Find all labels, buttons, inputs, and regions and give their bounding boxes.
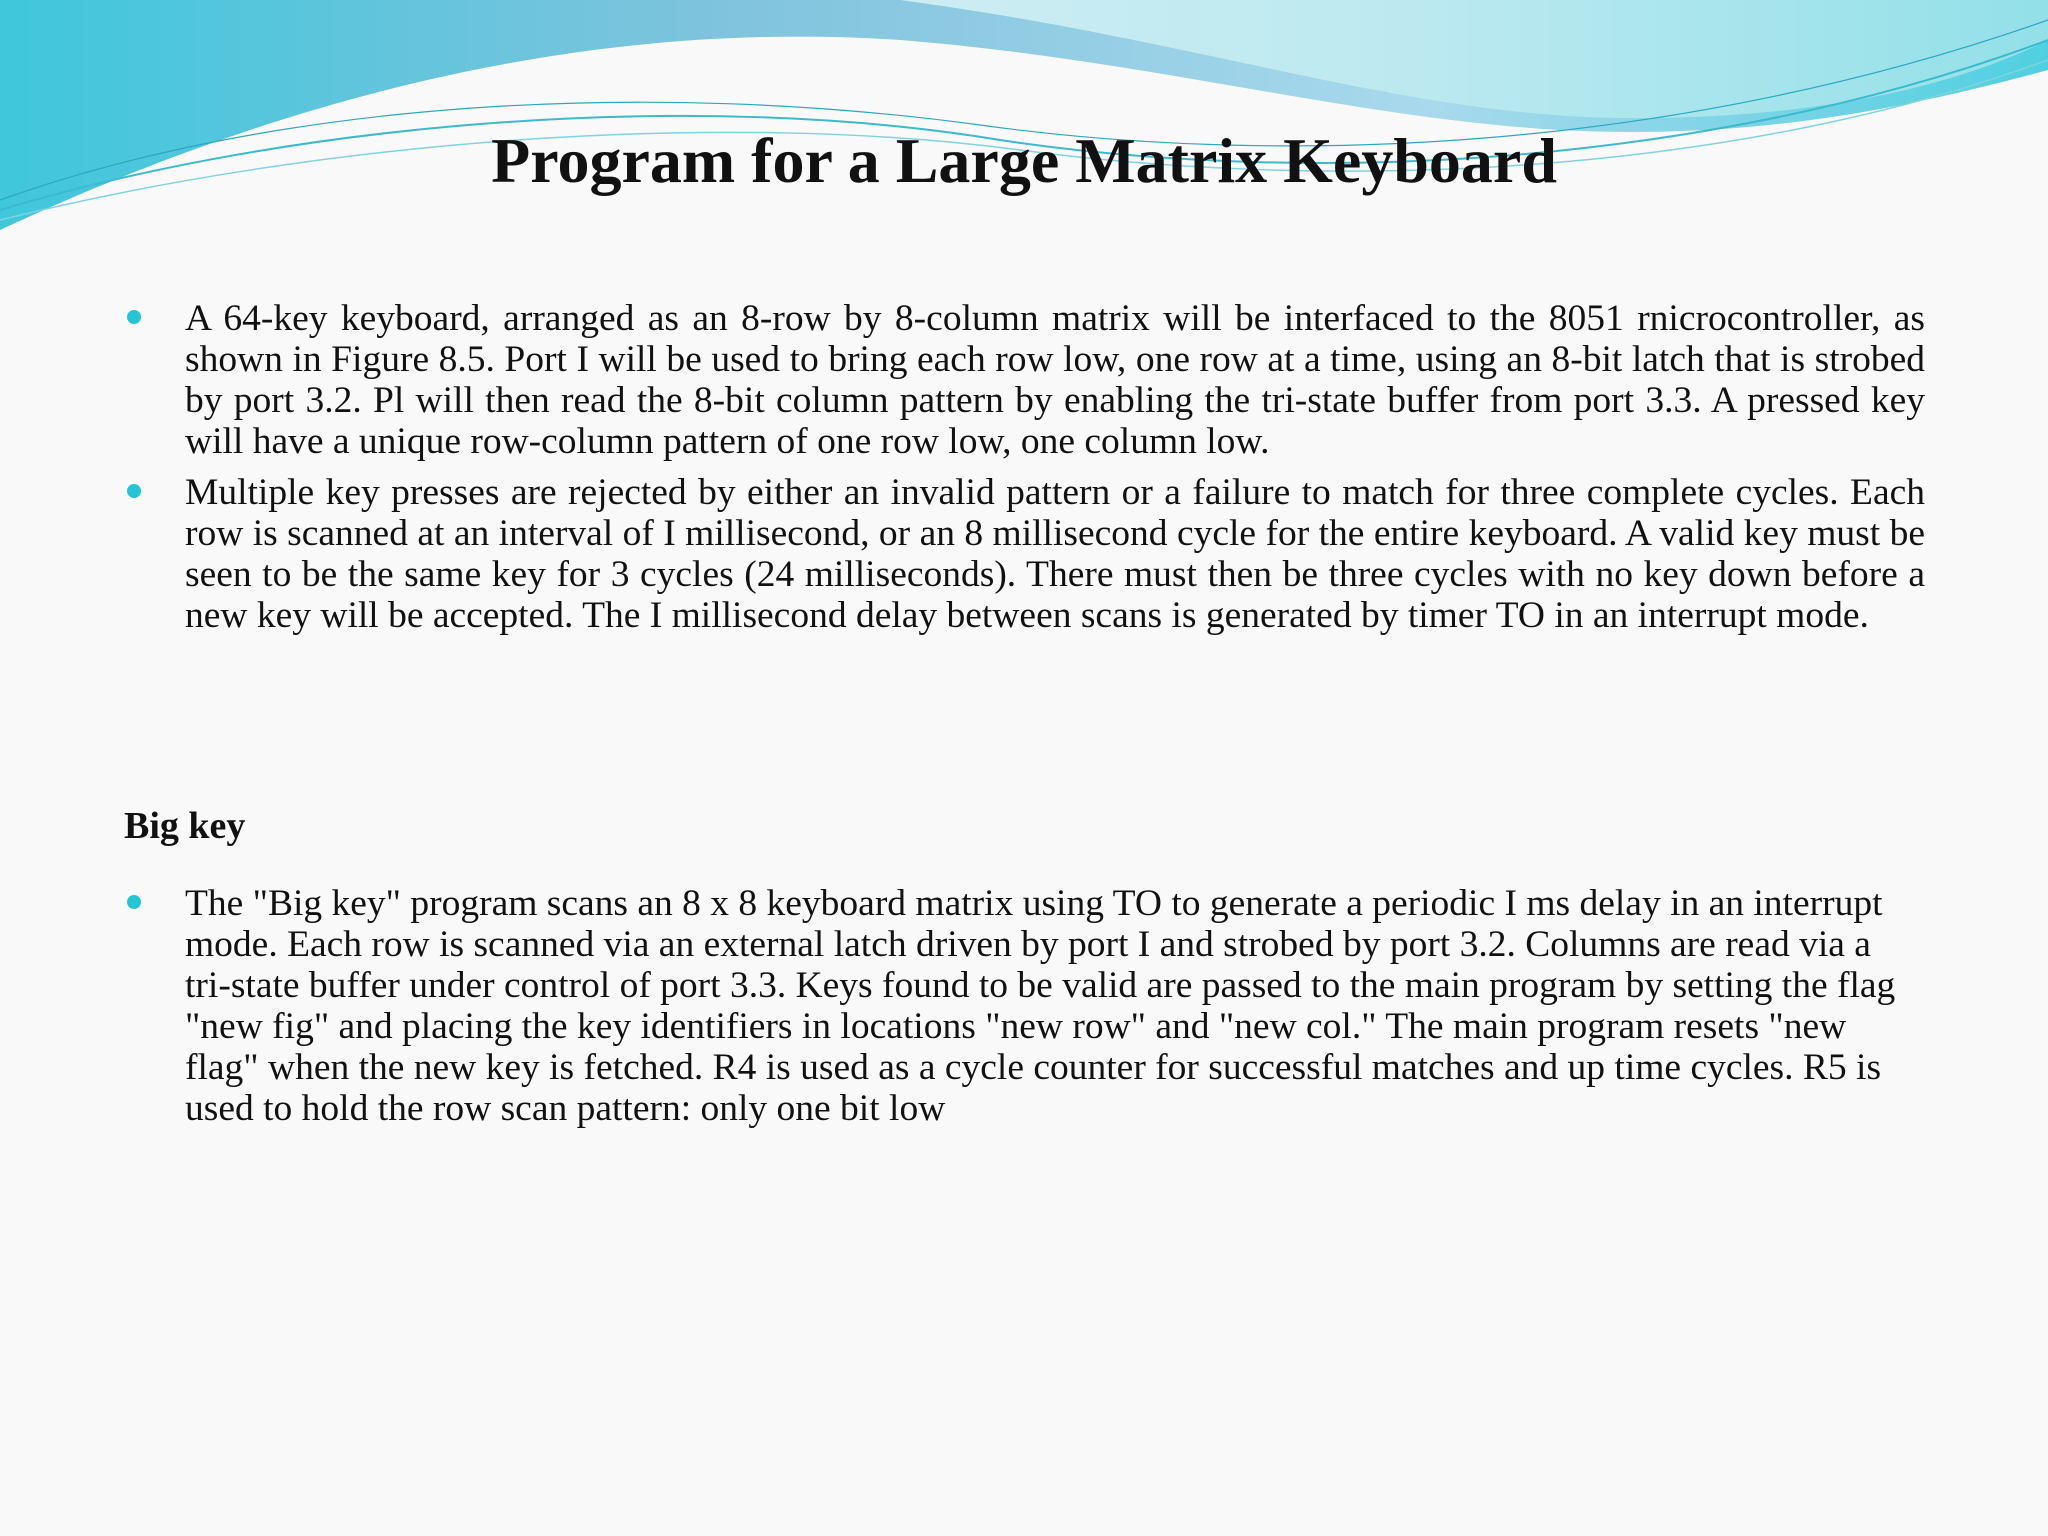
bullet-text: A 64-key keyboard, arranged as an 8-row by 8-column matrix will be interfaced to the 8051 rnicrocontroller, as shown in Figure 8.5. Port I will be used to bring each row low, one row at a time, using an 8-bit latch that is strobed by port 3.2. Pl will then read the 8-bit column pattern by enabling the tri-state buffer from port 3.3. A pressed key will have a unique row-column pattern of one row low, one column low. (185, 298, 1925, 462)
section-bullet-list (185, 883, 1925, 1129)
bullet-dot-icon (127, 895, 141, 909)
header-wave-decoration (0, 0, 2048, 240)
bullet-text: Multiple key presses are rejected by either an invalid pattern or a failure to match for three complete cycles. Each row is scanned at an interval of I millisecond, or an 8 millisecond cycle for the entire keyboard. A valid key must be seen to be the same key for 3 cycles (24 milliseconds). There must then be three cycles with no key down before a new key will be accepted. The I millisecond delay between scans is generated by timer TO in an interrupt mode. (185, 472, 1925, 636)
bullet-text: The "Big key" program scans an 8 x 8 keyboard matrix using TO to generate a periodic I ms delay in an interrupt mode. Each row is scanned via an external latch driven by port I and strobed by port 3.2. Columns are read via a tri-state buffer under control of port 3.3. Keys found to be valid are passed to the main program by setting the flag "new fig" and placing the key identifiers in locations "new row" and "new col." The main program resets "new flag" when the new key is fetched. R4 is used as a cycle counter for successful matches and up time cycles. R5 is used to hold the row scan pattern: only one bit low (185, 883, 1896, 1129)
list-item (185, 298, 1925, 462)
slide-title: Program for a Large Matrix Keyboard (491, 125, 1557, 196)
bullet-dot-icon (127, 484, 141, 498)
list-item (185, 472, 1925, 636)
bullet-list (185, 298, 1925, 636)
bullet-dot-icon (127, 310, 141, 324)
list-item (185, 883, 1925, 1129)
section-heading: Big key (124, 805, 246, 847)
